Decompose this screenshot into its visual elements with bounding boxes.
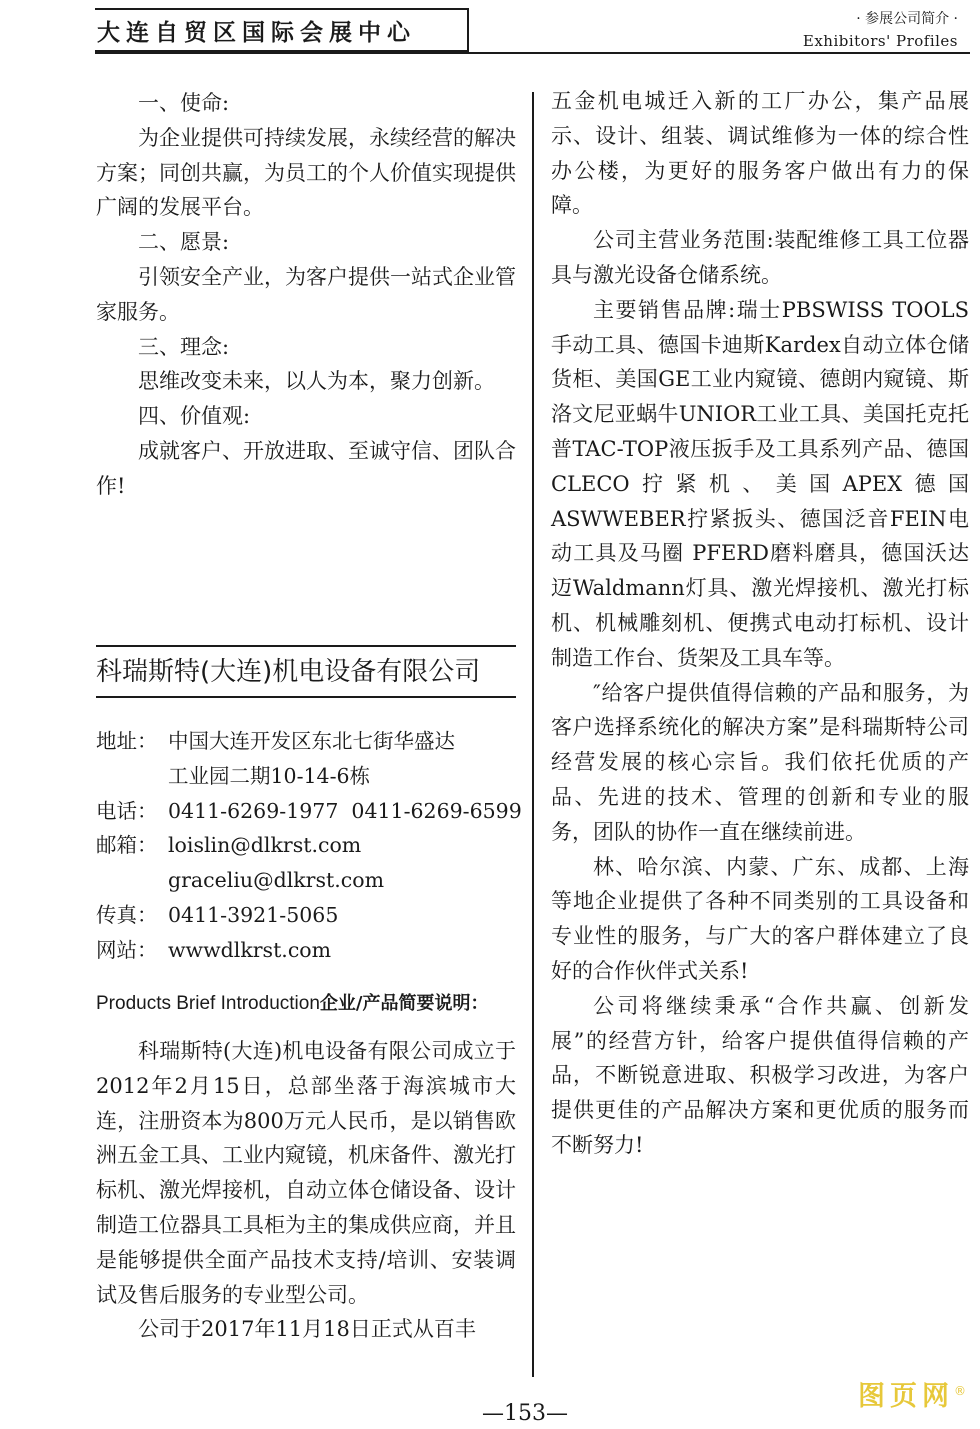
email-label: 邮箱： — [96, 833, 158, 858]
phone-value: 0411-6269-1977 0411-6269-6599 — [168, 798, 522, 823]
email-link-1[interactable]: loislin@dlkrst.com — [168, 833, 362, 858]
header-section-en: Exhibitors' Profiles — [802, 32, 958, 50]
scope-paragraph: 公司主营业务范围:装配维修工具工位器具与激光设备仓储系统。 — [551, 228, 969, 287]
phone-label: 电话： — [96, 798, 158, 823]
header-section — [803, 8, 958, 52]
mission-heading: 一、使命: — [138, 91, 230, 115]
website-row — [96, 933, 526, 968]
contact-block — [96, 724, 526, 968]
products-heading — [96, 988, 526, 1019]
fax-row — [96, 898, 526, 933]
intro-paragraph: 科瑞斯特(大连)机电设备有限公司成立于2012年2月15日，总部坐落于海滨城市大连，注册资本为800万元人民币，是以销售欧洲五金工具、工业内窥镜，机床备件、激光打标机、激光焊接机，自动立体仓储设备、设计制造工位器具工具柜为主的集成供应商，并且是能够提供全面产品技术支持/培训、安装调试及售后服务的专业型公司。 — [96, 1039, 516, 1307]
move-paragraph-cont: 五金机电城迁入新的工厂办公，集产品展示、设计、组装、调试维修为一体的综合性办公楼，为更好的服务客户做出有力的保障。 — [551, 89, 969, 218]
company-name: 科瑞斯特(大连)机电设备有限公司 — [96, 657, 481, 687]
website-label: 网站： — [96, 937, 158, 962]
column-divider — [532, 92, 534, 1377]
email-row — [96, 828, 526, 863]
website-link[interactable]: wwwdlkrst.com — [168, 937, 332, 962]
move-paragraph-start: 公司于2017年11月18日正式从百丰 — [138, 1317, 476, 1342]
values-heading: 四、价值观: — [138, 404, 251, 429]
concept-heading: 三、理念: — [138, 334, 230, 359]
email-link-2[interactable]: graceliu@dlkrst.com — [168, 868, 385, 893]
phone-row — [96, 794, 526, 829]
future-paragraph: 公司将继续秉承“合作共赢、创新发展”的经营方针，给客户提供值得信赖的产品，不断锐意进取、积极学习改进，为客户提供更佳的产品解决方案和更优质的服务而不断努力! — [551, 993, 969, 1157]
concept-text: 思维改变未来，以人为本，聚力创新。 — [138, 369, 495, 394]
purpose-paragraph: ″给客户提供值得信赖的产品和服务，为客户选择系统化的解决方案”是科瑞斯特公司经营发展的核心宗旨。我们依托优质的产品、先进的技术、管理的创新和专业的服务，团队的协作一直在继续前进。 — [551, 680, 969, 844]
products-heading-cn: 企业/产品简要说明： — [319, 993, 489, 1014]
address-line1: 中国大连开发区东北七街华盛达 — [168, 729, 455, 753]
right-column — [551, 84, 969, 1163]
watermark-logo — [858, 1374, 966, 1413]
fax-value: 0411-3921-5065 — [168, 902, 339, 927]
page-number: —153— — [482, 1401, 568, 1426]
regions-paragraph: 林、哈尔滨、内蒙、广东、成都、上海等地企业提供了各种不同类别的工具设备和专业性的服务，与广大的客户群体建立了良好的合作伙伴式关系! — [551, 854, 969, 983]
address-line2: 工业园二期10-14-6栋 — [168, 763, 371, 788]
left-column-top — [96, 86, 516, 504]
header-rule — [95, 52, 970, 54]
header-title: 大连自贸区国际会展中心 — [97, 20, 416, 46]
brands-paragraph: 主要销售品牌:瑞士PBSWISS TOOLS手动工具、德国卡迪斯Kardex自动立体仓储货柜、美国GE工业内窥镜、德朗内窥镜、斯洛文尼亚蜗牛UNIOR工业工具、美国托克托普TAC-TOP液压扳手及工具系列产品、德国CLECO拧紧机、美国APEX德国ASWWEBER拧紧扳头、德国泛音FEIN电动工具及马圈 PFERD磨料磨具，德国沃达迈Waldmann灯具、激光焊接机、激光打标机、机械雕刻机、便携式电动打标机、设计制造工作台、货架及工具车等。 — [551, 297, 969, 670]
company-bottom-rule — [96, 696, 516, 698]
address-row-cont — [96, 759, 526, 794]
header-section-cn: · 参展公司简介 · — [856, 11, 958, 27]
left-column-intro — [96, 1034, 516, 1347]
values-text: 成就客户、开放进取、至诚守信、团队合作! — [96, 438, 516, 498]
address-label: 地址： — [96, 729, 158, 753]
mission-text: 为企业提供可持续发展，永续经营的解决方案；同创共赢，为员工的个人价值实现提供广阔的发展平台。 — [96, 125, 516, 220]
registered-mark: ® — [954, 1384, 966, 1398]
fax-label: 传真： — [96, 902, 158, 927]
vision-heading: 二、愿景: — [138, 230, 230, 255]
vision-text: 引领安全产业，为客户提供一站式企业管家服务。 — [96, 264, 516, 324]
watermark-text: 图页网 — [858, 1381, 954, 1412]
address-row — [96, 724, 526, 759]
email-row-cont — [96, 863, 526, 898]
company-top-rule — [96, 645, 516, 647]
products-heading-en: Products Brief Introduction — [96, 993, 320, 1014]
